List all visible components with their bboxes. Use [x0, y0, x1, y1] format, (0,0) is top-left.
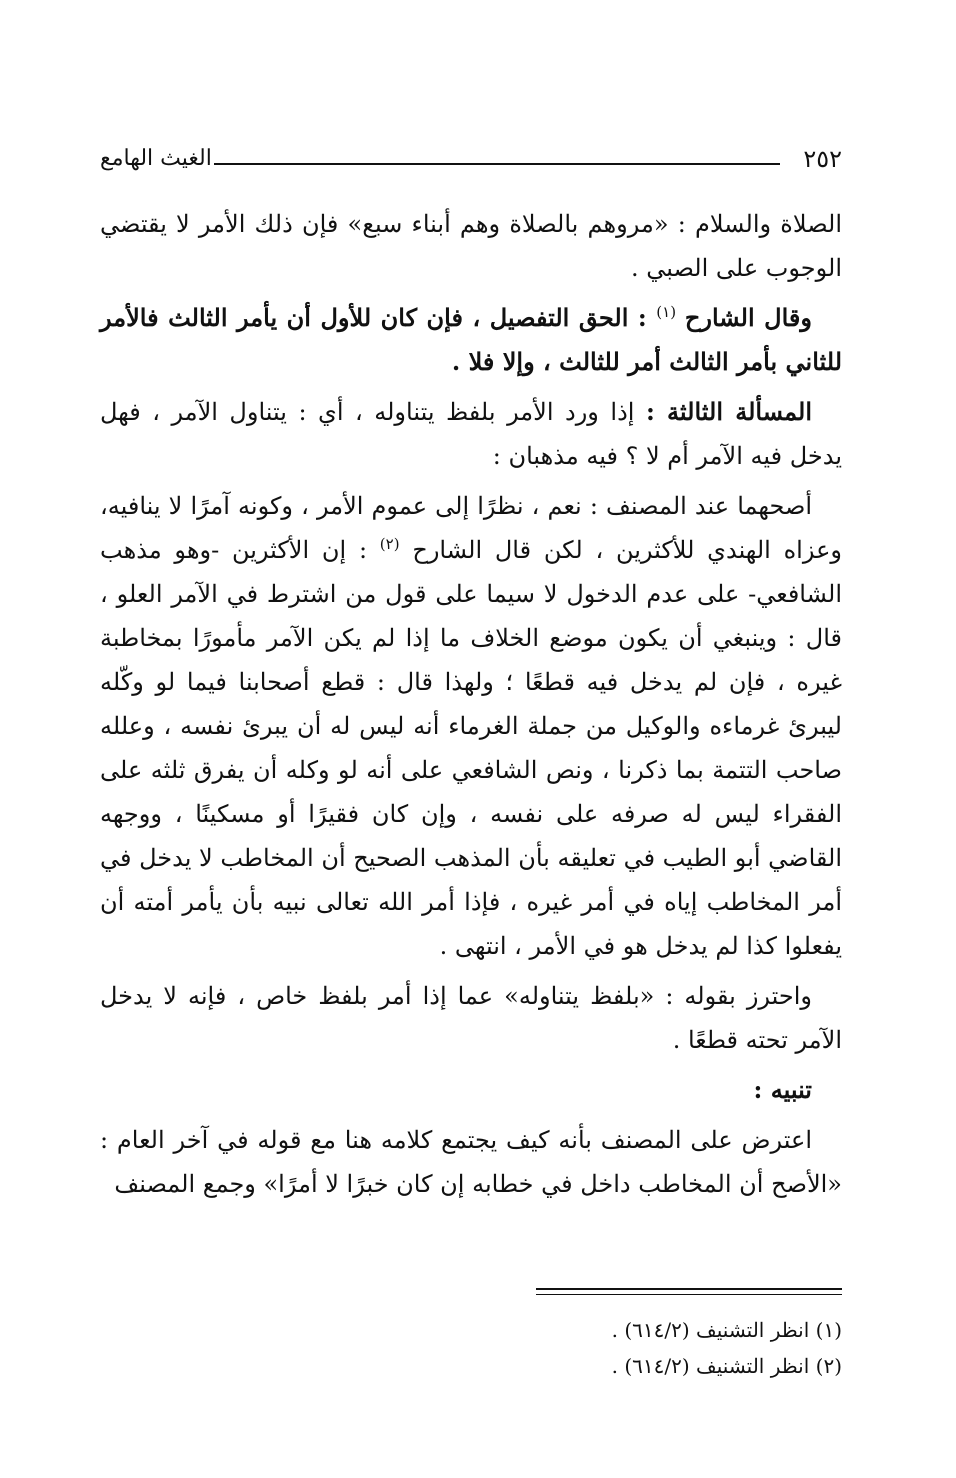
- footnotes: [500, 1312, 842, 1384]
- main-text: [100, 202, 842, 1212]
- section-heading: المسألة الثالثة :: [645, 397, 812, 426]
- footnote-reference: (١): [656, 303, 677, 321]
- footnote: (٢) انظر التشنيف (٦١٤/٢) .: [611, 1354, 842, 1378]
- paragraph-text: واحترز بقوله : «بلفظ يتناوله» عما إذا أمر بلفظ خاص ، فإنه لا يدخل الآمر تحته قطعًا .: [100, 982, 842, 1054]
- paragraph: [100, 390, 842, 478]
- paragraph-lead: وقال الشارح: [684, 303, 812, 332]
- footnote-reference: (٢): [379, 535, 400, 553]
- footnote: (١) انظر التشنيف (٦١٤/٢) .: [611, 1318, 842, 1342]
- paragraph-text: الصلاة والسلام : «مروهم بالصلاة وهم أبناء سبع» فإن ذلك الأمر لا يقتضي الوجوب على الصبي .: [100, 210, 842, 282]
- paragraph: [100, 202, 842, 290]
- paragraph: [100, 296, 842, 384]
- footnote-divider: [536, 1288, 842, 1290]
- page-header: [100, 144, 842, 178]
- page-number: ٢٥٢: [803, 145, 842, 173]
- footnote-divider: [536, 1294, 842, 1295]
- paragraph-text: إذا ورد الأمر بلفظ يتناوله ، أي : يتناول الآمر ، فهل يدخل فيه الآمر أم لا ؟ فيه مذهبان :: [100, 398, 842, 470]
- paragraph-text: : إن الأكثرين -وهو مذهب الشافعي- على عدم الدخول لا سيما على قول من اشترط في الآمر العلو ، قال : وينبغي أن يكون موضع الخلاف ما إذا لم يكن الآمر مأمورًا بمخاطبة غيره ، فإن لم يدخل فيه قطعًا ؛ ولهذا قال : قطع أصحابنا فيما لو وكّله ليبرئ غرماءه والوكيل من جملة الغرماء أنه ليس له أن يبرئ نفسه ، وعلله صاحب التتمة بما ذكرنا ، ونص الشافعي على أنه لو وكله أن يفرق ثلثه على الفقراء ليس له صرفه على نفسه ، وإن كان فقيرًا أو مسكينًا ، ووجهه القاضي أبو الطيب في تعليقه بأن المذهب الصحيح أن المخاطب لا يدخل في أمر المخاطب إياه في أمر غيره ، فإذا أمر الله تعالى نبيه بأن يأمر أمته أن يفعلوا كذا لم يدخل هو في الأمر ، انتهى .: [100, 536, 842, 960]
- paragraph-text: : الحق التفصيل ، فإن كان للأول أن يأمر الثالث فالأمر للثاني بأمر الثالث أمر للثالث ، وإلا فلا .: [100, 303, 842, 376]
- paragraph: [100, 974, 842, 1062]
- paragraph: [100, 1118, 842, 1206]
- notice-heading: تنبيه :: [753, 1075, 812, 1104]
- header-rule: [214, 163, 780, 165]
- running-title: الغيث الهامع: [100, 146, 212, 171]
- paragraph: [100, 484, 842, 968]
- paragraph-text: اعترض على المصنف بأنه كيف يجتمع كلامه هنا مع قوله في آخر العام : «الأصح أن المخاطب داخل في خطابه إن كان خبرًا لا أمرًا» وجمع المصنف: [100, 1126, 842, 1198]
- paragraph-text: أصحهما عند المصنف : نعم ، نظرًا إلى عموم الأمر ، وكونه آمرًا لا ينافيه، وعزاه الهندي للأكثرين ، لكن قال الشارح: [100, 492, 842, 564]
